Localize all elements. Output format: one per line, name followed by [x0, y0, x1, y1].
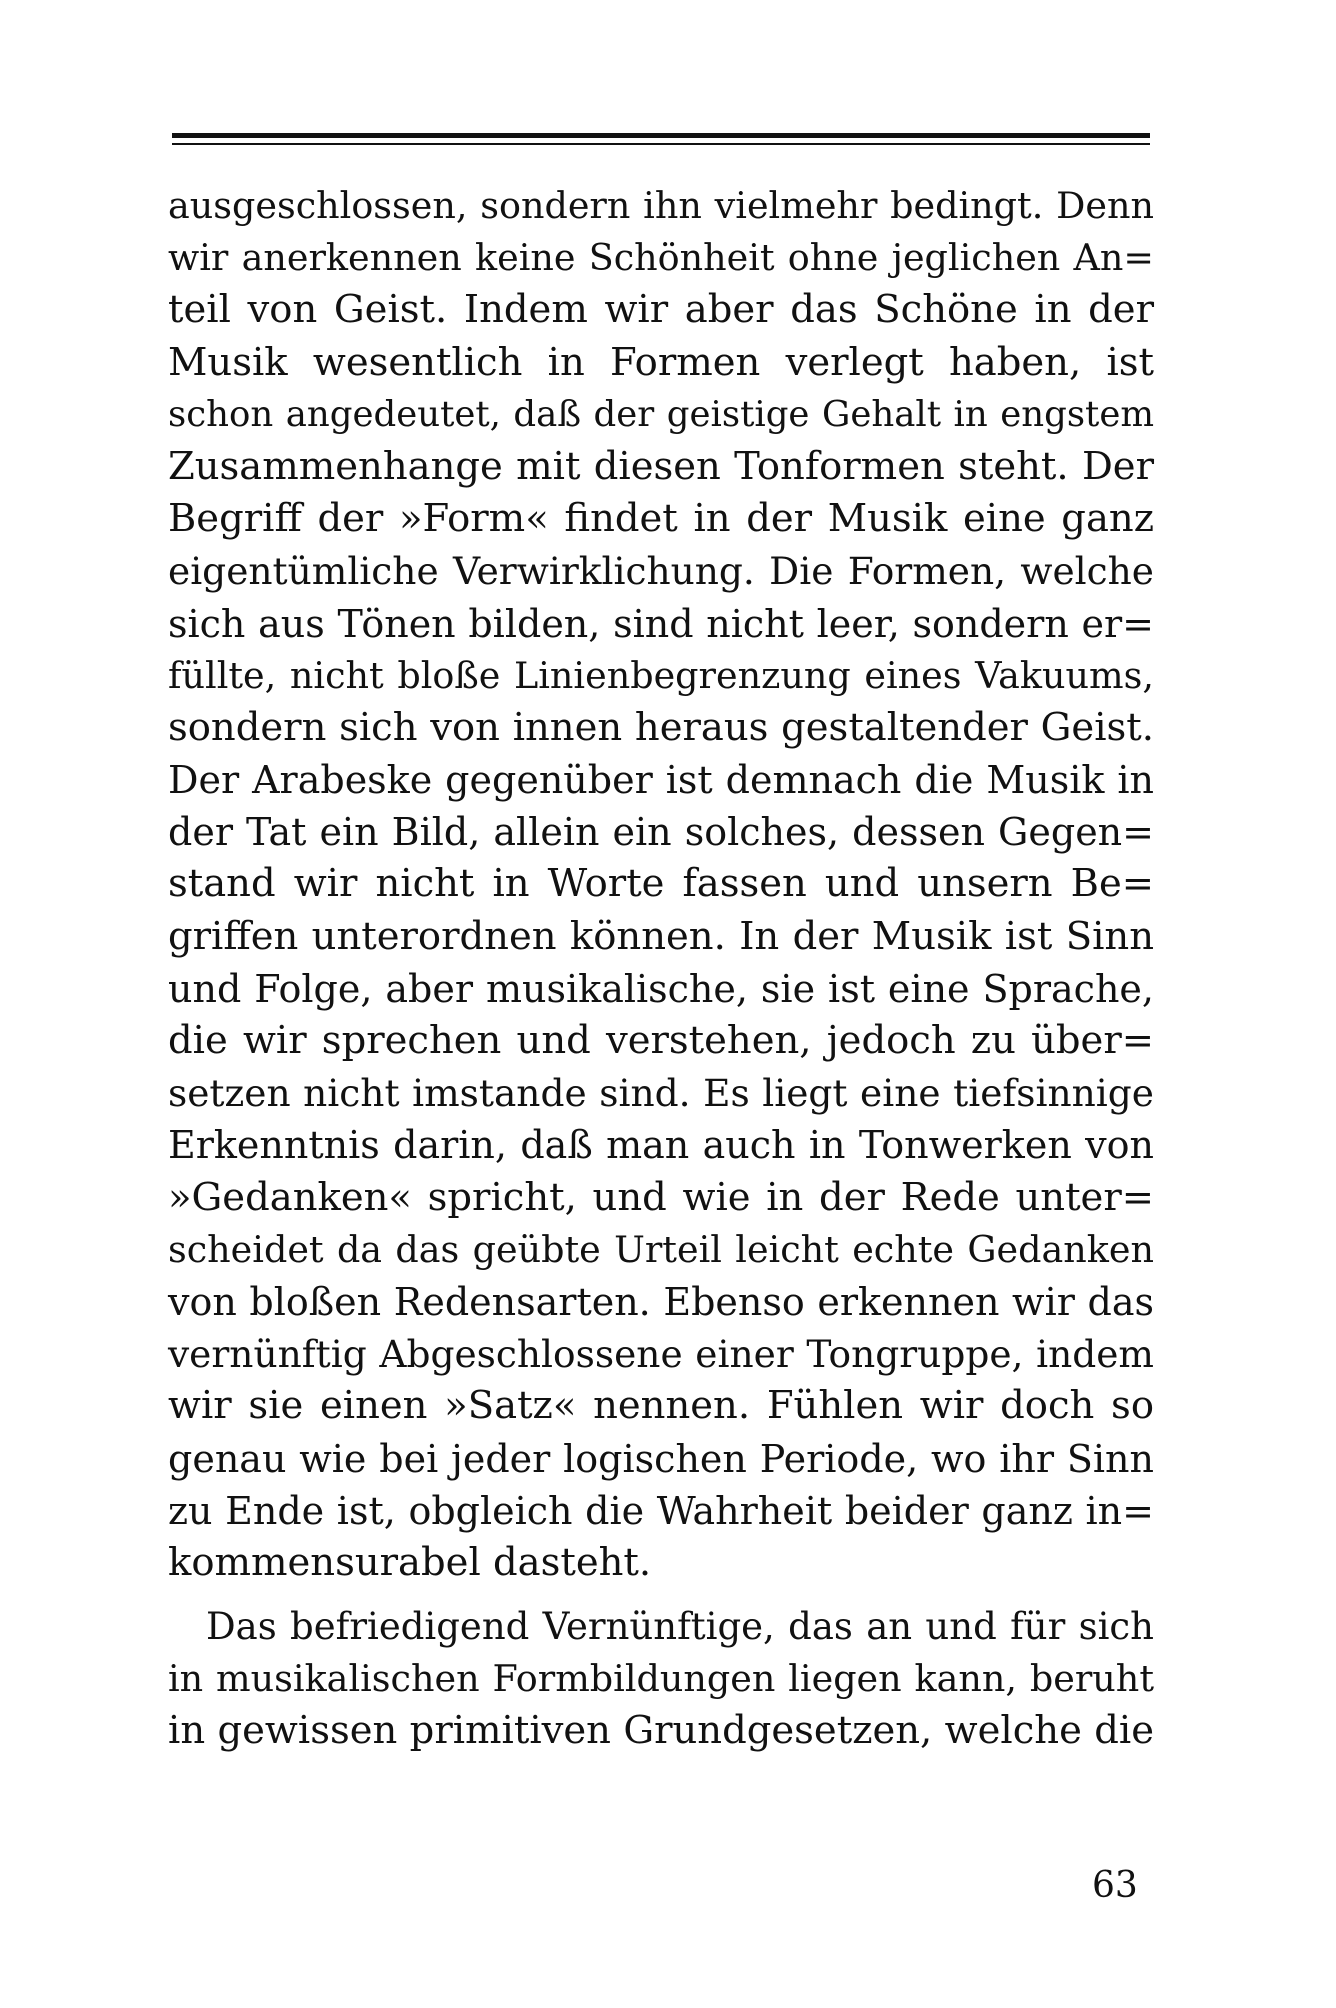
text-line: kommensurabel dasteht.: [168, 1539, 652, 1585]
paragraph-gap: [168, 1589, 1154, 1601]
text-line: und Folge, aber musikalische, sie ist eine Sprache,: [168, 966, 1154, 1011]
text-line: Musik wesentlich in Formen verlegt haben, ist: [168, 339, 1154, 385]
page-number: 63: [1092, 1865, 1138, 1906]
text-line: in gewissen primitiven Grundgesetzen, welche die: [168, 1708, 1154, 1754]
paragraph-1: [168, 180, 1154, 1589]
text-line: von bloßen Redensarten. Ebenso erkennen wir das: [168, 1279, 1154, 1324]
page-body: [168, 180, 1154, 1758]
text-line: sich aus Tönen bilden, sind nicht leer, sondern er=: [168, 601, 1154, 646]
text-line: der Tat ein Bild, allein ein solches, dessen Gegen=: [168, 810, 1154, 855]
text-line: griffen unterordnen können. In der Musik ist Sinn: [168, 913, 1154, 959]
text-line: »Gedanken« spricht, und wie in der Rede unter=: [168, 1174, 1154, 1220]
text-line: Zusammenhange mit diesen Tonformen steht. Der: [168, 443, 1154, 489]
text-line: zu Ende ist, obgleich die Wahrheit beider ganz in=: [168, 1488, 1154, 1533]
text-line: Das befriedigend Vernünftige, das an und für sich: [206, 1605, 1154, 1649]
text-line: ausgeschlossen, sondern ihn vielmehr bedingt. Denn: [168, 184, 1154, 227]
text-line: teil von Geist. Indem wir aber das Schöne in der: [168, 287, 1154, 333]
text-line: schon angedeutet, daß der geistige Gehalt in engstem: [168, 393, 1154, 435]
text-line: setzen nicht imstande sind. Es liegt eine tiefsinnige: [168, 1071, 1154, 1116]
text-line: wir anerkennen keine Schönheit ohne jeglichen An=: [168, 236, 1154, 280]
text-line: stand wir nicht in Worte fassen und unsern Be=: [168, 861, 1154, 907]
text-line: Der Arabeske gegenüber ist demnach die Musik in: [168, 758, 1154, 803]
text-line: in musikalischen Formbildungen liegen kann, beruht: [168, 1657, 1154, 1701]
text-line: sondern sich von innen heraus gestaltender Geist.: [168, 704, 1154, 750]
text-line: Erkenntnis darin, daß man auch in Tonwerken von: [168, 1123, 1154, 1168]
text-line: vernünftig Abgeschlossene einer Tongruppe, indem: [168, 1332, 1154, 1377]
text-line: eigentümliche Verwirklichung. Die Formen, welche: [168, 549, 1154, 594]
text-line: die wir sprechen und verstehen, jedoch zu über=: [168, 1018, 1154, 1063]
text-line: wir sie einen »Satz« nennen. Fühlen wir doch so: [168, 1383, 1154, 1429]
header-rule-thick: [172, 133, 1150, 138]
text-line: scheidet da das geübte Urteil leicht echte Gedanken: [168, 1227, 1154, 1271]
text-line: füllte, nicht bloße Linienbegrenzung eines Vakuums,: [168, 653, 1154, 697]
text-line: Begriff der »Form« findet in der Musik eine ganz: [168, 496, 1154, 542]
text-line: genau wie bei jeder logischen Periode, wo ihr Sinn: [168, 1436, 1154, 1481]
paragraph-2: [168, 1601, 1154, 1758]
header-rule-thin: [172, 143, 1150, 145]
